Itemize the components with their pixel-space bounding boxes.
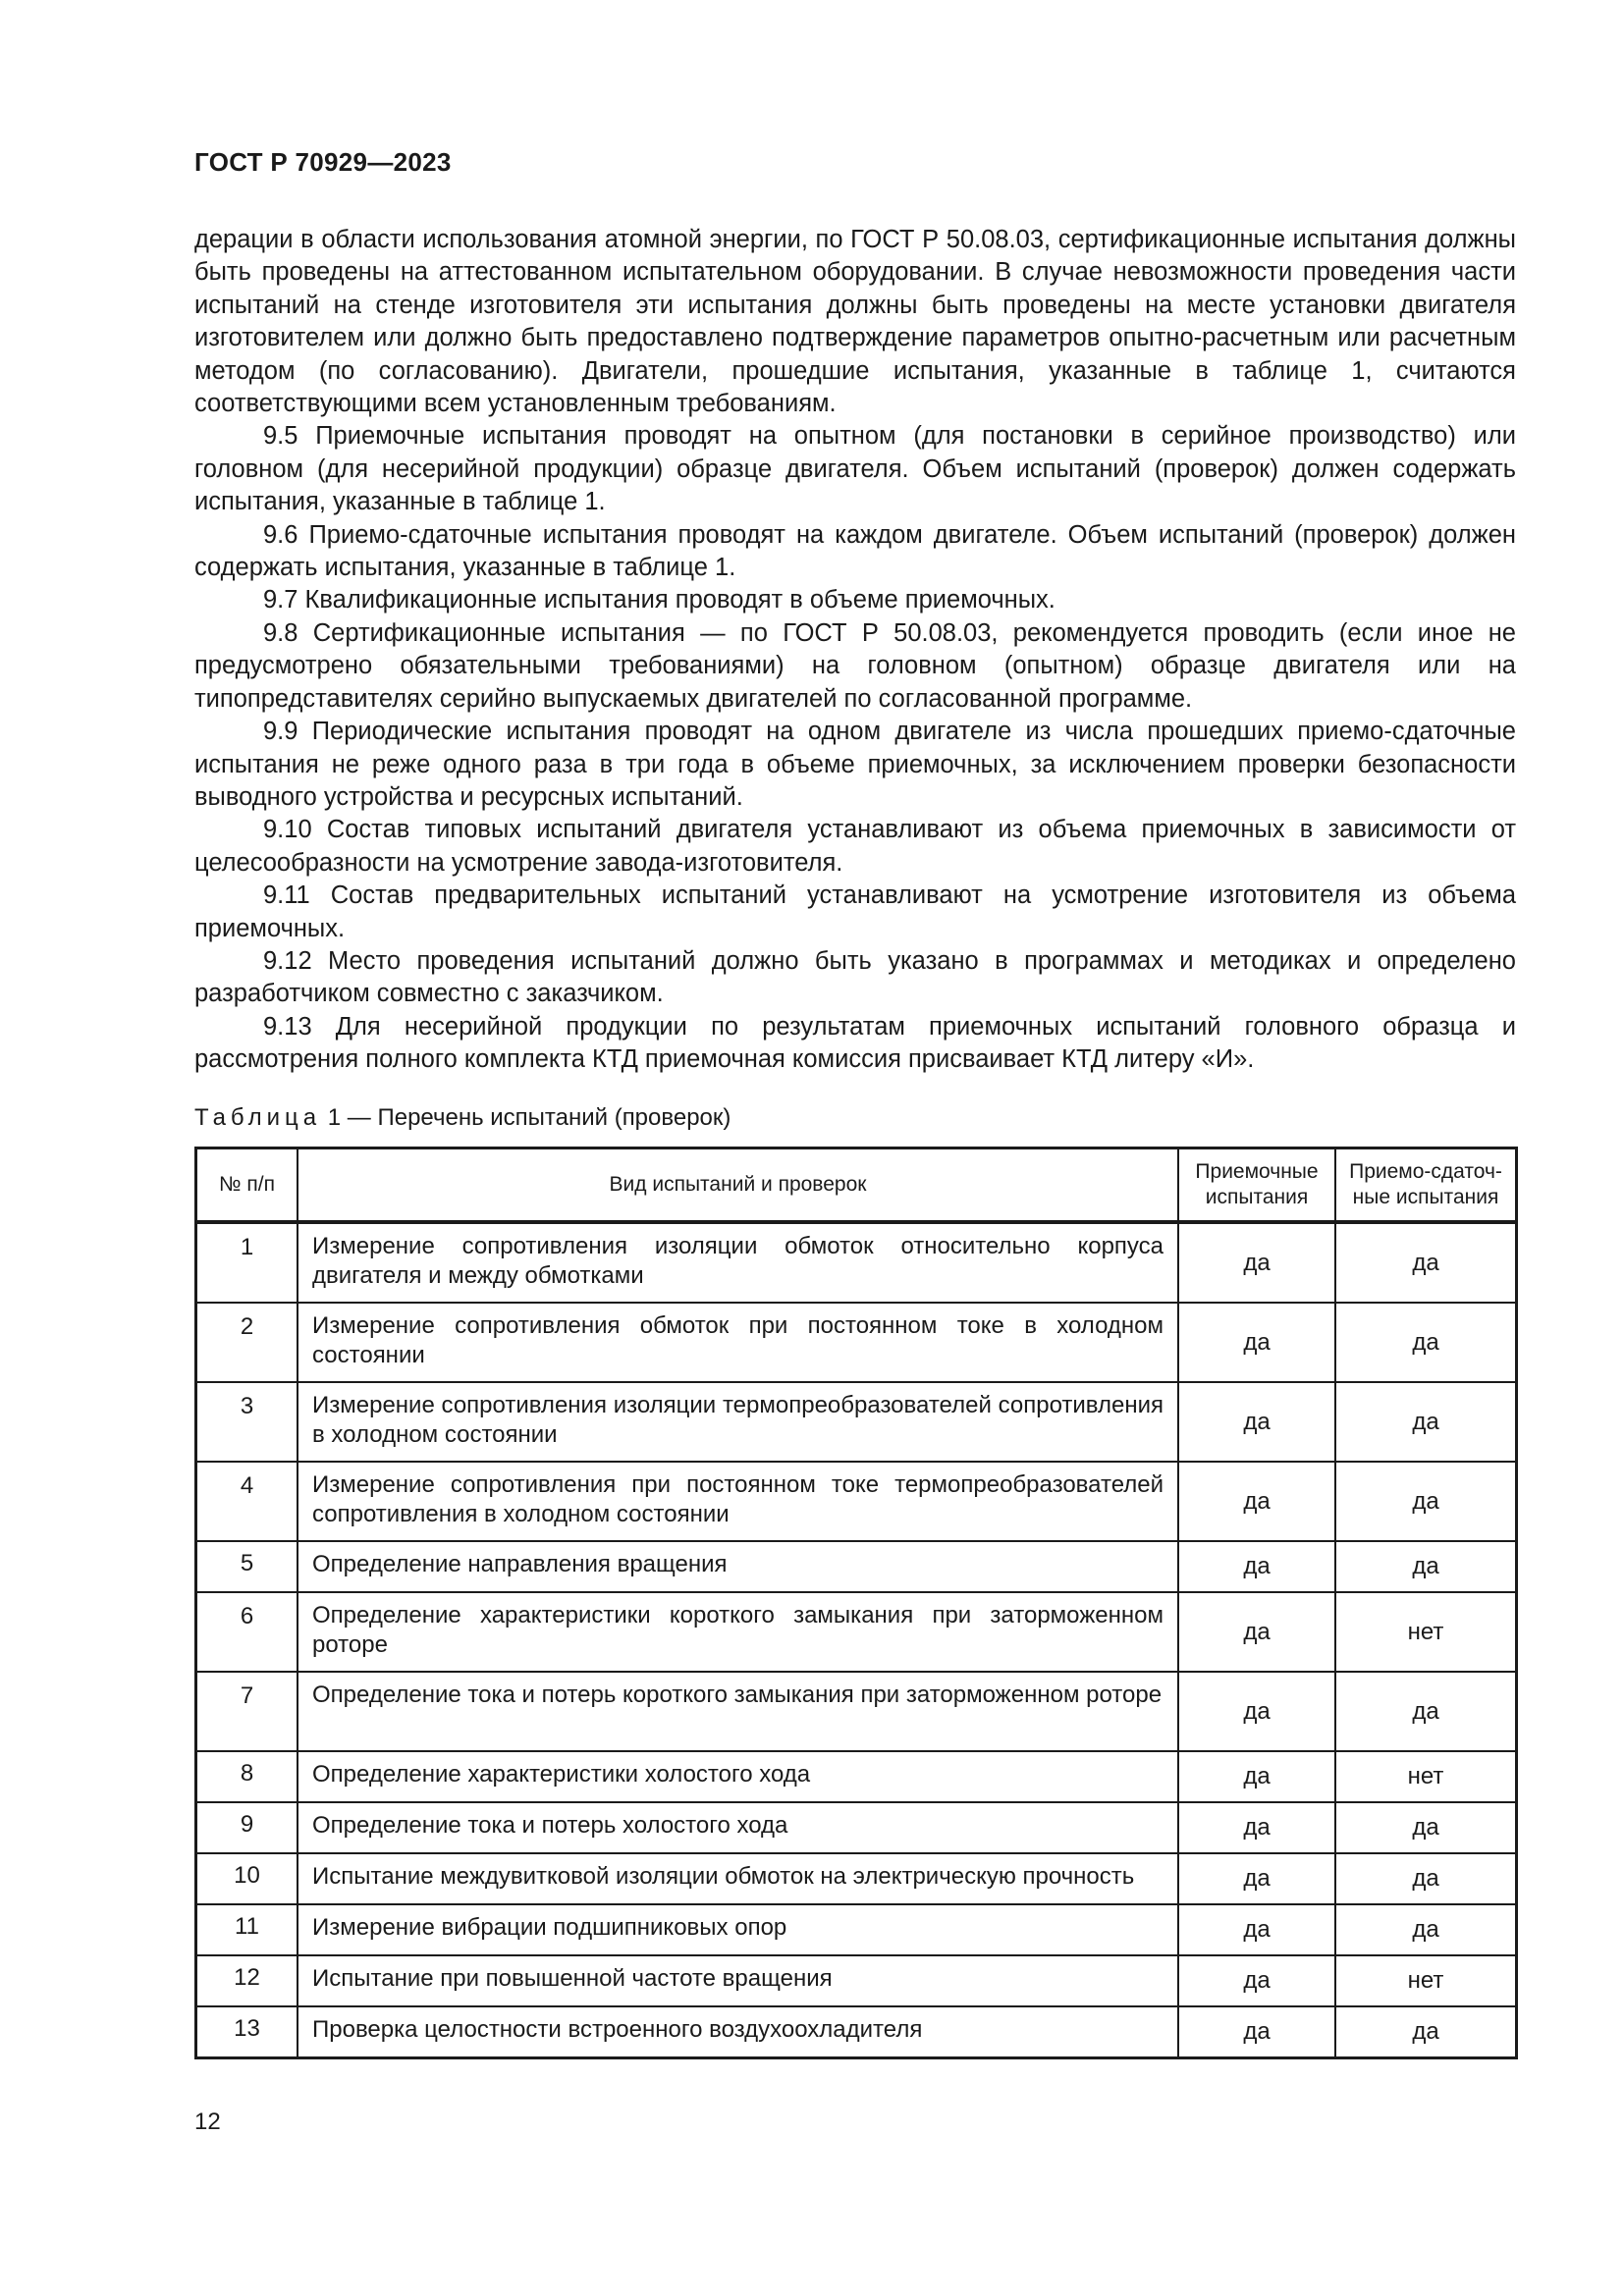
row-num: 2 — [196, 1303, 298, 1382]
paragraph: 9.8 Сертификационные испытания — по ГОСТ Р 50.08.03, рекомендуется проводить (если иное не предусмотрено обязательными требованиями) на головном (опытном) образце двигателя или на типопредставителях серийно выпускаемых двигателей по согласованной программе. — [194, 618, 1516, 713]
row-name: Определение направления вращения — [298, 1541, 1178, 1592]
table-row — [196, 1462, 1517, 1541]
table-row — [196, 1382, 1517, 1462]
row-delivery: нет — [1335, 1955, 1517, 2006]
paragraph: дерации в области использования атомной энергии, по ГОСТ Р 50.08.03, сертификационные испытания должны быть проведены на аттестованном испытательном оборудовании. В случае невозможности проведения части испытаний на стенде изготовителя эти испытания должны быть проведены на месте установки двигателя изготовителем или должно быть предоставлено подтверждение параметров опытно-расчетным или расчетным методом (по согласованию). Двигатели, прошедшие испытания, указанные в таблице 1, считаются соответствующими всем установленным требованиям. — [194, 226, 1516, 418]
table-caption-title: 1 — Перечень испытаний (проверок) — [327, 1104, 731, 1131]
row-num: 1 — [196, 1222, 298, 1303]
header-num: № п/п — [196, 1148, 298, 1223]
row-num: 7 — [196, 1672, 298, 1751]
row-name: Проверка целостности встроенного воздухоохладителя — [298, 2006, 1178, 2058]
row-acceptance: да — [1178, 1303, 1335, 1382]
header-delivery-line2: ные испытания — [1352, 1186, 1499, 1208]
row-delivery: нет — [1335, 1751, 1517, 1802]
header-acceptance-line2: испытания — [1205, 1186, 1309, 1208]
table-row — [196, 1592, 1517, 1672]
row-name: Определение характеристики короткого замыкания при заторможенном роторе — [298, 1592, 1178, 1672]
row-acceptance: да — [1178, 1222, 1335, 1303]
paragraph: 9.6 Приемо-сдаточные испытания проводят на каждом двигателе. Объем испытаний (проверок) должен содержать испытания, указанные в таблице 1. — [194, 520, 1516, 582]
row-name: Определение тока и потерь холостого хода — [298, 1802, 1178, 1853]
header-delivery — [1335, 1148, 1517, 1223]
header-delivery-line1: Приемо-сдаточ- — [1349, 1160, 1502, 1183]
table-row — [196, 1541, 1517, 1592]
row-num: 13 — [196, 2006, 298, 2058]
table-row — [196, 1222, 1517, 1303]
row-num: 3 — [196, 1382, 298, 1462]
row-name: Измерение вибрации подшипниковых опор — [298, 1904, 1178, 1955]
page-number: 12 — [194, 2109, 221, 2135]
row-num: 12 — [196, 1955, 298, 2006]
row-name: Испытание при повышенной частоте вращения — [298, 1955, 1178, 2006]
row-num: 11 — [196, 1904, 298, 1955]
header-acceptance-line1: Приемочные — [1195, 1160, 1319, 1183]
row-delivery: нет — [1335, 1592, 1517, 1672]
table-row — [196, 2006, 1517, 2058]
row-acceptance: да — [1178, 1382, 1335, 1462]
paragraph: 9.11 Состав предварительных испытаний устанавливают на усмотрение изготовителя из объема приемочных. — [194, 881, 1516, 942]
body-text — [194, 224, 1516, 1077]
row-acceptance: да — [1178, 1853, 1335, 1904]
header-name: Вид испытаний и проверок — [298, 1148, 1178, 1223]
row-acceptance: да — [1178, 2006, 1335, 2058]
table-header-row — [196, 1148, 1517, 1223]
row-acceptance: да — [1178, 1802, 1335, 1853]
header-acceptance — [1178, 1148, 1335, 1223]
row-acceptance: да — [1178, 1904, 1335, 1955]
table-caption-word: Таблица — [194, 1104, 322, 1131]
row-name: Определение характеристики холостого хода — [298, 1751, 1178, 1802]
row-num: 8 — [196, 1751, 298, 1802]
row-delivery: да — [1335, 1853, 1517, 1904]
row-delivery: да — [1335, 1303, 1517, 1382]
row-num: 5 — [196, 1541, 298, 1592]
row-acceptance: да — [1178, 1672, 1335, 1751]
table-row — [196, 1802, 1517, 1853]
table-row — [196, 1853, 1517, 1904]
paragraph: 9.7 Квалификационные испытания проводят в объеме приемочных. — [263, 586, 1056, 614]
row-acceptance: да — [1178, 1541, 1335, 1592]
row-name: Измерение сопротивления при постоянном токе термопреобразователей сопротивления в холодном состоянии — [298, 1462, 1178, 1541]
row-name: Измерение сопротивления изоляции обмоток относительно корпуса двигателя и между обмотками — [298, 1222, 1178, 1303]
row-name: Определение тока и потерь короткого замыкания при заторможенном роторе — [298, 1672, 1178, 1751]
row-delivery: да — [1335, 1541, 1517, 1592]
row-name: Испытание междувитковой изоляции обмоток на электрическую прочность — [298, 1853, 1178, 1904]
row-delivery: да — [1335, 1904, 1517, 1955]
row-num: 10 — [196, 1853, 298, 1904]
row-name: Измерение сопротивления изоляции термопреобразователей сопротивления в холодном состоянии — [298, 1382, 1178, 1462]
row-acceptance: да — [1178, 1955, 1335, 2006]
paragraph: 9.9 Периодические испытания проводят на одном двигателе из числа прошедших приемо-сдаточные испытания не реже одного раза в три года в объеме приемочных, за исключением проверки безопасности выводного устройства и ресурсных испытаний. — [194, 718, 1516, 811]
row-delivery: да — [1335, 1672, 1517, 1751]
row-delivery: да — [1335, 1382, 1517, 1462]
paragraph: 9.5 Приемочные испытания проводят на опытном (для постановки в серийное производство) или головном (для несерийной продукции) образце двигателя. Объем испытаний (проверок) должен содержать испытания, указанные в таблице 1. — [194, 422, 1516, 516]
table-caption — [194, 1104, 731, 1132]
tests-table — [194, 1147, 1518, 2059]
row-delivery: да — [1335, 2006, 1517, 2058]
paragraph: 9.10 Состав типовых испытаний двигателя устанавливают из объема приемочных в зависимости от целесообразности на усмотрение завода-изготовителя. — [194, 816, 1516, 877]
row-name: Измерение сопротивления обмоток при постоянном токе в холодном состоянии — [298, 1303, 1178, 1382]
row-num: 6 — [196, 1592, 298, 1672]
row-delivery: да — [1335, 1462, 1517, 1541]
paragraph: 9.13 Для несерийной продукции по результатам приемочных испытаний головного образца и рассмотрения полного комплекта КТД приемочная комиссия присваивает КТД литеру «И». — [194, 1012, 1516, 1074]
table-row — [196, 1955, 1517, 2006]
row-acceptance: да — [1178, 1592, 1335, 1672]
table-row — [196, 1303, 1517, 1382]
row-delivery: да — [1335, 1802, 1517, 1853]
document-header: ГОСТ Р 70929—2023 — [194, 147, 452, 177]
table-row — [196, 1904, 1517, 1955]
table-row — [196, 1672, 1517, 1751]
table-row — [196, 1751, 1517, 1802]
row-acceptance: да — [1178, 1751, 1335, 1802]
paragraph: 9.12 Место проведения испытаний должно быть указано в программах и методиках и определено разработчиком совместно с заказчиком. — [194, 946, 1516, 1008]
row-delivery: да — [1335, 1222, 1517, 1303]
row-num: 9 — [196, 1802, 298, 1853]
row-acceptance: да — [1178, 1462, 1335, 1541]
row-num: 4 — [196, 1462, 298, 1541]
